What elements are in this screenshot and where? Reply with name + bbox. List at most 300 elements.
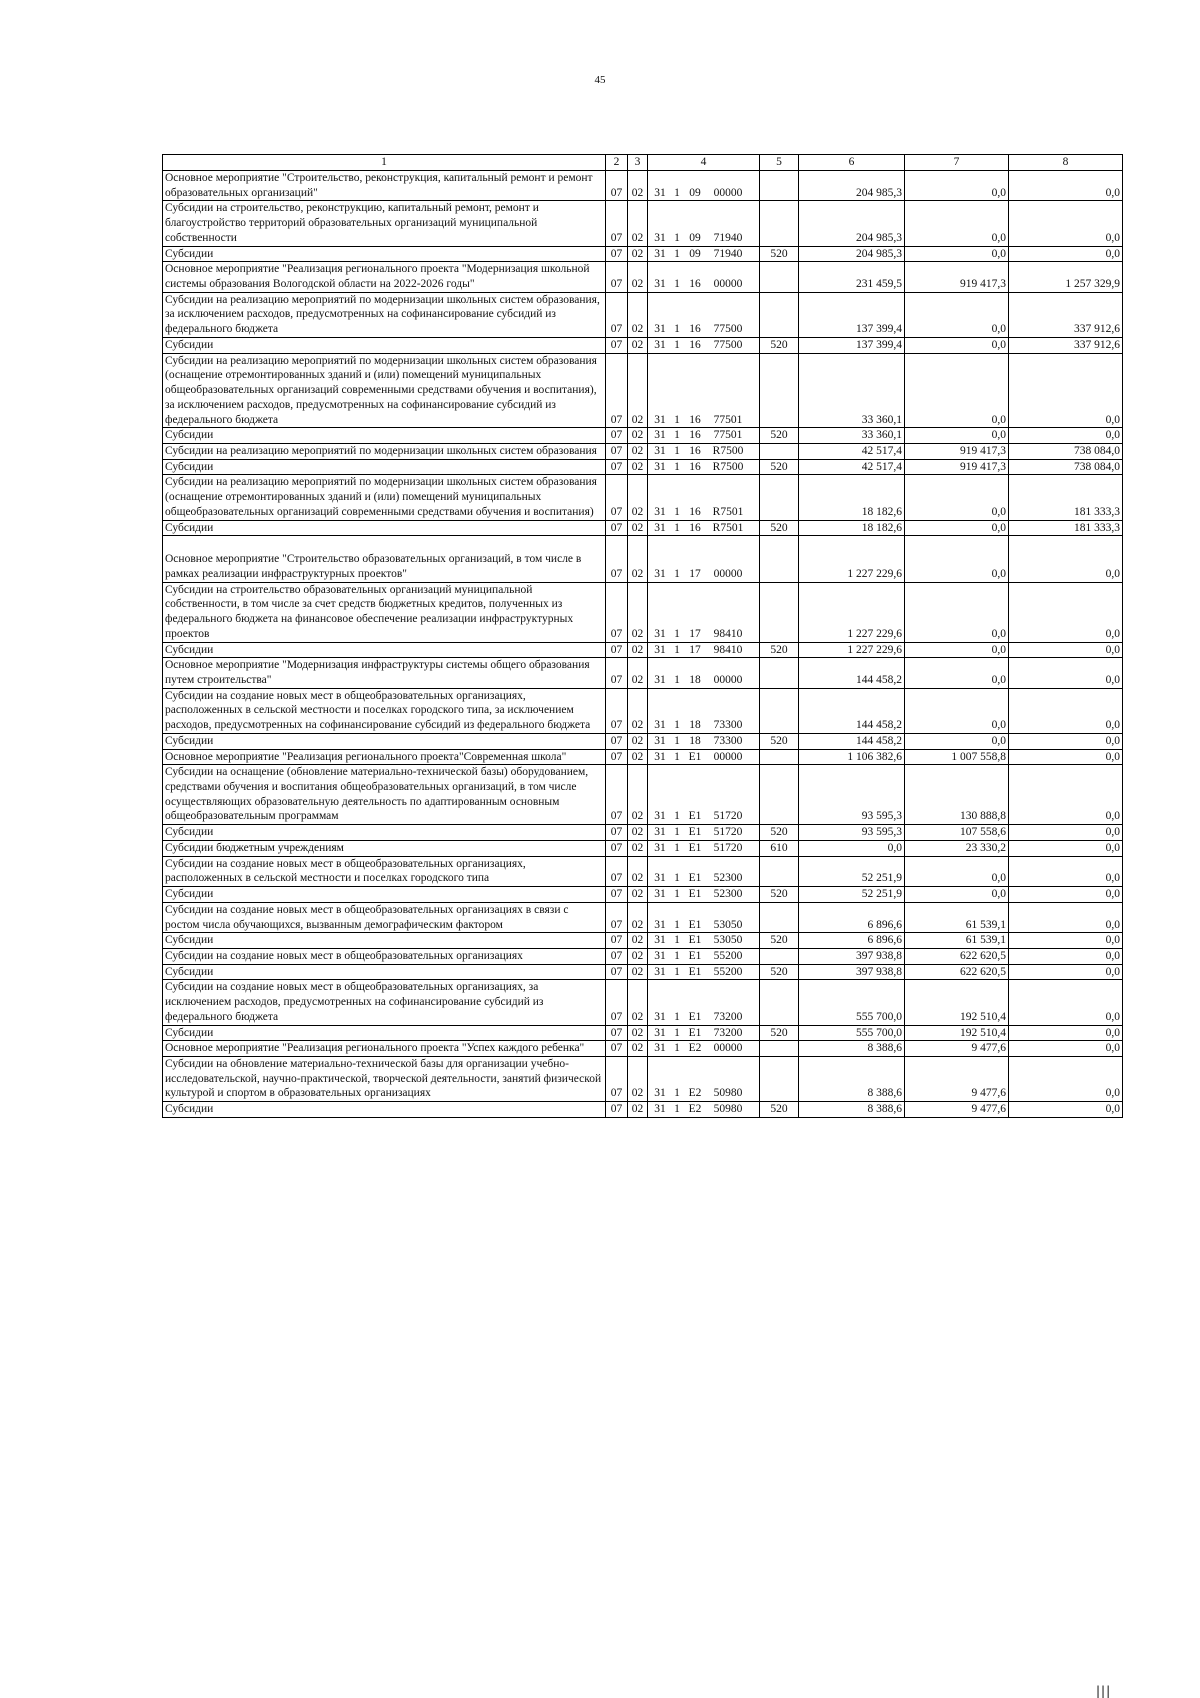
row-target-article: [648, 933, 760, 949]
row-amount-col7: 0,0: [905, 520, 1009, 536]
row-expense-type: 520: [760, 642, 799, 658]
target-article-part: E2: [688, 1103, 702, 1116]
table-row: [163, 887, 1123, 903]
row-section-code: 07: [606, 840, 628, 856]
row-name: Субсидии: [163, 642, 606, 658]
row-name: Основное мероприятие "Модернизация инфраструктуры системы общего образования путем строительства": [163, 658, 606, 688]
row-amount-col6: 0,0: [799, 840, 905, 856]
row-amount-col8: 0,0: [1009, 1041, 1123, 1057]
row-expense-type: [760, 443, 799, 459]
target-article-part: 31: [654, 505, 666, 518]
row-expense-type: 520: [760, 520, 799, 536]
target-article-part: 31: [654, 1026, 666, 1039]
target-article-part: 98410: [713, 643, 743, 656]
row-section-code: 07: [606, 353, 628, 428]
row-amount-col6: 204 985,3: [799, 201, 905, 246]
row-subsection-code: 02: [628, 353, 648, 428]
row-section-code: 07: [606, 825, 628, 841]
row-amount-col8: 0,0: [1009, 856, 1123, 886]
row-amount-col8: 1 257 329,9: [1009, 262, 1123, 292]
page-number: 45: [594, 74, 606, 86]
row-subsection-code: 02: [628, 948, 648, 964]
header-row: [163, 155, 1123, 171]
target-article-part: E1: [688, 826, 702, 839]
row-amount-col7: 0,0: [905, 856, 1009, 886]
target-article-part: 55200: [713, 949, 743, 962]
target-article-part: 1: [674, 643, 680, 656]
row-name: Субсидии на создание новых мест в общеобразовательных организациях: [163, 948, 606, 964]
row-subsection-code: 02: [628, 688, 648, 733]
table-row: [163, 825, 1123, 841]
table-row: [163, 292, 1123, 337]
row-amount-col6: 8 388,6: [799, 1041, 905, 1057]
row-amount-col8: 0,0: [1009, 171, 1123, 201]
row-expense-type: 520: [760, 428, 799, 444]
target-article-part: 31: [654, 810, 666, 823]
row-section-code: 07: [606, 1025, 628, 1041]
row-target-article: [648, 1025, 760, 1041]
row-target-article: [648, 353, 760, 428]
target-article-part: 1: [674, 750, 680, 763]
target-article-part: 31: [654, 444, 666, 457]
target-article-part: 53050: [713, 918, 743, 931]
row-amount-col8: 0,0: [1009, 1056, 1123, 1101]
row-section-code: 07: [606, 443, 628, 459]
target-article-part: 09: [689, 186, 701, 199]
row-subsection-code: 02: [628, 475, 648, 520]
target-article-part: 1: [674, 429, 680, 442]
table-row: [163, 1025, 1123, 1041]
row-amount-col7: 9 477,6: [905, 1056, 1009, 1101]
row-amount-col8: 0,0: [1009, 428, 1123, 444]
target-article-part: 31: [654, 278, 666, 291]
row-amount-col6: 555 700,0: [799, 980, 905, 1025]
table-row: [163, 948, 1123, 964]
target-article-part: 1: [674, 521, 680, 534]
row-subsection-code: 02: [628, 964, 648, 980]
row-target-article: [648, 520, 760, 536]
row-amount-col8: 0,0: [1009, 246, 1123, 262]
row-section-code: 07: [606, 262, 628, 292]
row-expense-type: 520: [760, 933, 799, 949]
row-section-code: 07: [606, 475, 628, 520]
row-amount-col6: 555 700,0: [799, 1025, 905, 1041]
target-article-part: 51720: [713, 826, 743, 839]
row-target-article: [648, 964, 760, 980]
row-amount-col8: 0,0: [1009, 840, 1123, 856]
target-article-part: 1: [674, 231, 680, 244]
table-row: [163, 475, 1123, 520]
row-subsection-code: 02: [628, 428, 648, 444]
table-row: [163, 337, 1123, 353]
row-amount-col6: 397 938,8: [799, 948, 905, 964]
row-amount-col6: 18 182,6: [799, 475, 905, 520]
row-name: Субсидии на обновление материально-технической базы для организации учебно-исследовательской, научно-практической, творческой деятельности, занятий физической культурой и спортом в образовательных организациях: [163, 1056, 606, 1101]
target-article-part: 1: [674, 934, 680, 947]
row-amount-col6: 33 360,1: [799, 353, 905, 428]
target-article-part: 1: [674, 810, 680, 823]
row-expense-type: 520: [760, 1025, 799, 1041]
table-row: [163, 840, 1123, 856]
row-section-code: 07: [606, 765, 628, 825]
header-col-1: 1: [163, 155, 606, 171]
target-article-part: 1: [674, 918, 680, 931]
row-section-code: 07: [606, 292, 628, 337]
target-article-part: 18: [689, 674, 701, 686]
row-name: Субсидии на строительство образовательных организаций муниципальной собственности, в том числе за счет средств бюджетных кредитов, полученных из федерального бюджета на финансовое обеспечение реализации инфраструктурных проектов: [163, 582, 606, 642]
row-subsection-code: 02: [628, 201, 648, 246]
target-article-part: 31: [654, 872, 666, 885]
target-article-part: 16: [689, 429, 701, 442]
row-amount-col7: 0,0: [905, 582, 1009, 642]
target-article-part: 1: [674, 872, 680, 885]
row-target-article: [648, 246, 760, 262]
target-article-part: 16: [689, 278, 701, 291]
target-article-part: 1: [674, 1042, 680, 1055]
table-body: [163, 171, 1123, 1118]
row-amount-col8: 0,0: [1009, 964, 1123, 980]
row-amount-col6: 144 458,2: [799, 658, 905, 688]
row-target-article: [648, 1102, 760, 1118]
row-expense-type: [760, 658, 799, 688]
row-subsection-code: 02: [628, 171, 648, 201]
row-expense-type: [760, 948, 799, 964]
row-expense-type: [760, 856, 799, 886]
row-amount-col7: 1 007 558,8: [905, 749, 1009, 765]
row-name: Субсидии: [163, 246, 606, 262]
target-article-part: E1: [688, 810, 702, 823]
target-article-part: E1: [688, 965, 702, 978]
row-amount-col6: 144 458,2: [799, 733, 905, 749]
target-article-part: 1: [674, 505, 680, 518]
target-article-part: 31: [654, 734, 666, 747]
row-amount-col7: 0,0: [905, 201, 1009, 246]
row-amount-col6: 137 399,4: [799, 337, 905, 353]
target-article-part: 00000: [713, 186, 743, 199]
target-article-part: 1: [674, 186, 680, 199]
row-name: Основное мероприятие "Строительство образовательных организаций, в том числе в рамках реализации инфраструктурных проектов": [163, 536, 606, 582]
target-article-part: E1: [688, 934, 702, 947]
row-name: Субсидии бюджетным учреждениям: [163, 840, 606, 856]
target-article-part: 31: [654, 643, 666, 656]
target-article-part: 1: [674, 888, 680, 901]
target-article-part: 1: [674, 460, 680, 473]
row-subsection-code: 02: [628, 262, 648, 292]
row-amount-col7: 0,0: [905, 887, 1009, 903]
row-subsection-code: 02: [628, 733, 648, 749]
target-article-part: 1: [674, 734, 680, 747]
row-amount-col7: 61 539,1: [905, 933, 1009, 949]
target-article-part: 73300: [713, 734, 743, 747]
row-subsection-code: 02: [628, 536, 648, 582]
row-amount-col6: 42 517,4: [799, 443, 905, 459]
table-row: [163, 856, 1123, 886]
header-col-2: 2: [606, 155, 628, 171]
row-amount-col6: 1 227 229,6: [799, 642, 905, 658]
row-expense-type: [760, 262, 799, 292]
table-row: [163, 246, 1123, 262]
header-col-8: 8: [1009, 155, 1123, 171]
row-subsection-code: 02: [628, 337, 648, 353]
target-article-part: 31: [654, 521, 666, 534]
target-article-part: 31: [654, 826, 666, 839]
target-article-part: 31: [654, 841, 666, 854]
row-name: Субсидии на оснащение (обновление материально-технической базы) оборудованием, средствами обучения и воспитания общеобразовательных организаций, в том числе осуществляющих образовательную деятельность по адаптированным основным общеобразовательным программам: [163, 765, 606, 825]
target-article-part: 31: [654, 949, 666, 962]
target-article-part: 31: [654, 674, 666, 686]
table-row: [163, 353, 1123, 428]
target-article-part: 1: [674, 567, 680, 580]
row-amount-col6: 1 106 382,6: [799, 749, 905, 765]
row-target-article: [648, 262, 760, 292]
row-amount-col6: 144 458,2: [799, 688, 905, 733]
row-amount-col6: 18 182,6: [799, 520, 905, 536]
target-article-part: 77501: [713, 413, 743, 426]
table-row: [163, 765, 1123, 825]
target-article-part: E1: [688, 750, 702, 763]
row-expense-type: [760, 688, 799, 733]
target-article-part: 1: [674, 1026, 680, 1039]
row-amount-col6: 397 938,8: [799, 964, 905, 980]
row-name: Основное мероприятие "Строительство, реконструкция, капитальный ремонт и ремонт образовательных организаций": [163, 171, 606, 201]
table-row: [163, 733, 1123, 749]
row-target-article: [648, 292, 760, 337]
target-article-part: 00000: [713, 1042, 743, 1055]
row-name: Субсидии на реализацию мероприятий по модернизации школьных систем образования (оснащение отремонтированных зданий и (или) помещений муниципальных общеобразовательных организаций современными средствами обучения и воспитания): [163, 475, 606, 520]
target-article-part: E2: [688, 1087, 702, 1100]
target-article-part: 52300: [713, 872, 743, 885]
row-amount-col7: 192 510,4: [905, 980, 1009, 1025]
row-subsection-code: 02: [628, 246, 648, 262]
row-amount-col7: 0,0: [905, 658, 1009, 688]
row-amount-col8: 0,0: [1009, 201, 1123, 246]
target-article-part: E1: [688, 872, 702, 885]
row-target-article: [648, 825, 760, 841]
target-article-part: R7500: [712, 444, 744, 457]
row-amount-col7: 919 417,3: [905, 262, 1009, 292]
target-article-part: 00000: [713, 278, 743, 291]
row-amount-col7: 23 330,2: [905, 840, 1009, 856]
target-article-part: 00000: [713, 567, 743, 580]
row-target-article: [648, 733, 760, 749]
table-row: [163, 964, 1123, 980]
target-article-part: 18: [689, 719, 701, 732]
target-article-part: 09: [689, 247, 701, 260]
row-amount-col8: 0,0: [1009, 749, 1123, 765]
row-target-article: [648, 443, 760, 459]
row-name: Субсидии на строительство, реконструкцию, капитальный ремонт, ремонт и благоустройство территорий образовательных организаций муниципальной собственности: [163, 201, 606, 246]
row-subsection-code: 02: [628, 749, 648, 765]
row-expense-type: 520: [760, 887, 799, 903]
row-subsection-code: 02: [628, 887, 648, 903]
row-expense-type: [760, 292, 799, 337]
target-article-part: 16: [689, 460, 701, 473]
row-section-code: 07: [606, 459, 628, 475]
table-row: [163, 171, 1123, 201]
row-subsection-code: 02: [628, 980, 648, 1025]
row-amount-col6: 33 360,1: [799, 428, 905, 444]
target-article-part: 1: [674, 338, 680, 351]
table-row: [163, 459, 1123, 475]
row-amount-col8: 0,0: [1009, 1102, 1123, 1118]
row-amount-col7: 130 888,8: [905, 765, 1009, 825]
row-expense-type: [760, 980, 799, 1025]
row-subsection-code: 02: [628, 856, 648, 886]
row-amount-col8: 0,0: [1009, 825, 1123, 841]
row-section-code: 07: [606, 658, 628, 688]
target-article-part: 73300: [713, 719, 743, 732]
row-name: Основное мероприятие "Реализация регионального проекта "Модернизация школьной системы образования Вологодской области на 2022-2026 годы": [163, 262, 606, 292]
table-row: [163, 749, 1123, 765]
row-name: Субсидии: [163, 337, 606, 353]
target-article-part: E1: [688, 1026, 702, 1039]
row-section-code: 07: [606, 749, 628, 765]
row-amount-col7: 0,0: [905, 536, 1009, 582]
row-section-code: 07: [606, 980, 628, 1025]
table-row: [163, 262, 1123, 292]
target-article-part: 77500: [713, 338, 743, 351]
target-article-part: 98410: [713, 627, 743, 640]
row-section-code: 07: [606, 902, 628, 932]
target-article-part: 16: [689, 323, 701, 336]
target-article-part: 77501: [713, 429, 743, 442]
row-name: Субсидии: [163, 733, 606, 749]
row-amount-col8: 0,0: [1009, 733, 1123, 749]
target-article-part: 16: [689, 505, 701, 518]
row-name: Субсидии: [163, 1025, 606, 1041]
target-article-part: 31: [654, 1103, 666, 1116]
target-article-part: 16: [689, 444, 701, 457]
row-target-article: [648, 980, 760, 1025]
target-article-part: 1: [674, 826, 680, 839]
target-article-part: 1: [674, 247, 680, 260]
row-section-code: 07: [606, 1041, 628, 1057]
row-amount-col6: 1 227 229,6: [799, 582, 905, 642]
target-article-part: 31: [654, 888, 666, 901]
row-amount-col6: 6 896,6: [799, 933, 905, 949]
row-amount-col7: 919 417,3: [905, 459, 1009, 475]
row-amount-col7: 0,0: [905, 292, 1009, 337]
row-amount-col7: 0,0: [905, 246, 1009, 262]
table-row: [163, 1041, 1123, 1057]
table-row: [163, 443, 1123, 459]
row-section-code: 07: [606, 688, 628, 733]
target-article-part: R7501: [712, 505, 744, 518]
row-expense-type: 520: [760, 825, 799, 841]
row-amount-col7: 622 620,5: [905, 964, 1009, 980]
target-article-part: 31: [654, 338, 666, 351]
row-target-article: [648, 1056, 760, 1101]
row-amount-col8: 0,0: [1009, 642, 1123, 658]
row-section-code: 07: [606, 536, 628, 582]
row-amount-col7: 0,0: [905, 337, 1009, 353]
row-amount-col8: 337 912,6: [1009, 292, 1123, 337]
row-section-code: 07: [606, 428, 628, 444]
header-col-4: 4: [648, 155, 760, 171]
row-amount-col8: 0,0: [1009, 688, 1123, 733]
target-article-part: 31: [654, 460, 666, 473]
row-subsection-code: 02: [628, 825, 648, 841]
row-target-article: [648, 475, 760, 520]
row-section-code: 07: [606, 337, 628, 353]
row-section-code: 07: [606, 1102, 628, 1118]
target-article-part: 1: [674, 1087, 680, 1100]
row-amount-col6: 8 388,6: [799, 1056, 905, 1101]
target-article-part: 31: [654, 231, 666, 244]
row-amount-col7: 0,0: [905, 428, 1009, 444]
row-expense-type: [760, 765, 799, 825]
row-amount-col8: 0,0: [1009, 887, 1123, 903]
target-article-part: E1: [688, 888, 702, 901]
row-subsection-code: 02: [628, 902, 648, 932]
row-expense-type: [760, 353, 799, 428]
row-expense-type: [760, 902, 799, 932]
row-amount-col7: 622 620,5: [905, 948, 1009, 964]
row-section-code: 07: [606, 948, 628, 964]
target-article-part: 77500: [713, 323, 743, 336]
row-name: Субсидии на реализацию мероприятий по модернизации школьных систем образования, за исключением расходов, предусмотренных на софинансирование субсидий из федерального бюджета: [163, 292, 606, 337]
target-article-part: 16: [689, 413, 701, 426]
row-amount-col7: 0,0: [905, 733, 1009, 749]
row-target-article: [648, 171, 760, 201]
target-article-part: 1: [674, 1103, 680, 1116]
target-article-part: 16: [689, 521, 701, 534]
row-amount-col6: 52 251,9: [799, 887, 905, 903]
row-amount-col6: 52 251,9: [799, 856, 905, 886]
target-article-part: 31: [654, 247, 666, 260]
row-amount-col7: 9 477,6: [905, 1041, 1009, 1057]
table-row: [163, 536, 1123, 582]
table-row: [163, 520, 1123, 536]
table-row: [163, 428, 1123, 444]
row-amount-col7: 192 510,4: [905, 1025, 1009, 1041]
row-amount-col6: 231 459,5: [799, 262, 905, 292]
target-article-part: 31: [654, 1010, 666, 1023]
header-col-5: 5: [760, 155, 799, 171]
target-article-part: 00000: [713, 750, 743, 763]
row-name: Субсидии: [163, 459, 606, 475]
target-article-part: 31: [654, 323, 666, 336]
row-subsection-code: 02: [628, 1056, 648, 1101]
header-col-6: 6: [799, 155, 905, 171]
row-amount-col8: 738 084,0: [1009, 443, 1123, 459]
row-target-article: [648, 642, 760, 658]
table-row: [163, 1102, 1123, 1118]
row-target-article: [648, 428, 760, 444]
target-article-part: 71940: [713, 247, 743, 260]
table-row: [163, 980, 1123, 1025]
row-expense-type: [760, 1041, 799, 1057]
row-amount-col7: 0,0: [905, 171, 1009, 201]
row-target-article: [648, 765, 760, 825]
target-article-part: E1: [688, 1010, 702, 1023]
header-col-3: 3: [628, 155, 648, 171]
row-target-article: [648, 1041, 760, 1057]
header-col-7: 7: [905, 155, 1009, 171]
row-subsection-code: 02: [628, 933, 648, 949]
target-article-part: 52300: [713, 888, 743, 901]
target-article-part: 73200: [713, 1026, 743, 1039]
target-article-part: R7501: [712, 521, 744, 534]
row-expense-type: [760, 749, 799, 765]
row-name: Субсидии на реализацию мероприятий по модернизации школьных систем образования: [163, 443, 606, 459]
target-article-part: 31: [654, 627, 666, 640]
target-article-part: 16: [689, 338, 701, 351]
row-subsection-code: 02: [628, 1025, 648, 1041]
row-amount-col8: 0,0: [1009, 933, 1123, 949]
target-article-part: 1: [674, 413, 680, 426]
row-expense-type: 520: [760, 733, 799, 749]
